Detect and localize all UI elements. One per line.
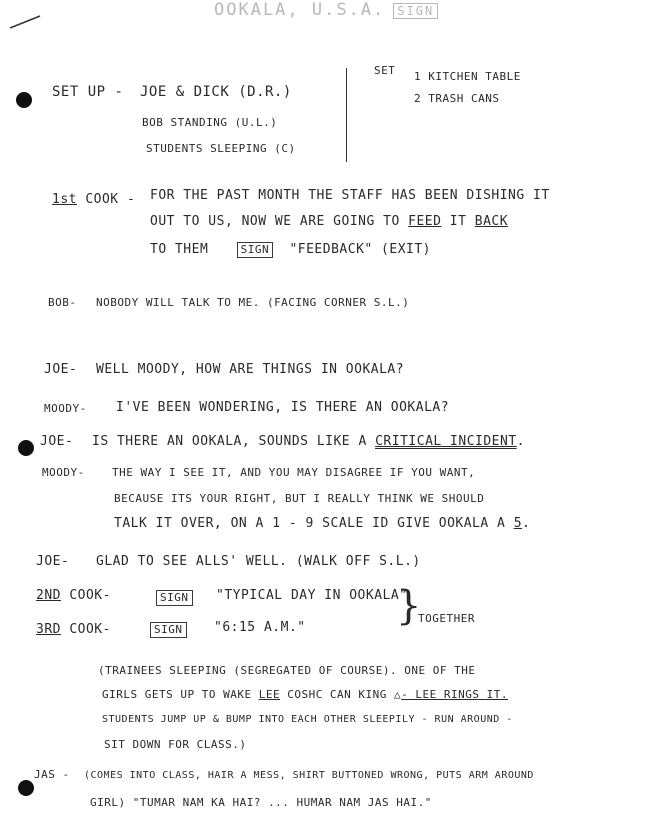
jas-line-1: (COMES INTO CLASS, HAIR A MESS, SHIRT BUTTONED WRONG, PUTS ARM AROUND	[84, 770, 534, 781]
setup-line-1: JOE & DICK (D.R.)	[140, 84, 292, 100]
trainees-line-3: STUDENTS JUMP UP & BUMP INTO EACH OTHER SLEEPILY - RUN AROUND -	[102, 714, 513, 725]
set-item-2: 2 TRASH CANS	[414, 92, 500, 105]
joe3-line: GLAD TO SEE ALLS' WELL. (WALK OFF S.L.)	[96, 554, 421, 569]
moody2-line-3	[114, 516, 530, 531]
cook1-line-3-a: TO THEM	[150, 242, 209, 257]
moody2-label: MOODY-	[42, 466, 85, 479]
set-label: SET	[374, 64, 396, 77]
setup-label: SET UP -	[52, 84, 124, 100]
trainees-line-2-a: GIRLS GETS UP TO WAKE	[102, 688, 259, 701]
trainees-line-2	[102, 688, 508, 701]
together-label: TOGETHER	[418, 612, 475, 625]
cook1-line-2-b: IT	[441, 214, 475, 229]
cook1-sign-box: SIGN	[237, 242, 274, 258]
jas-label: JAS -	[34, 768, 70, 781]
bullet-dot	[18, 780, 34, 796]
joe2-line	[92, 434, 525, 449]
moody2-line-2: BECAUSE ITS YOUR RIGHT, BUT I REALLY THINK WE SHOULD	[114, 492, 485, 505]
title-sign-box: SIGN	[393, 3, 438, 19]
trainees-lee: LEE	[258, 688, 281, 701]
setup-line-3: STUDENTS SLEEPING (C)	[146, 142, 296, 155]
cook1-line-1: FOR THE PAST MONTH THE STAFF HAS BEEN DISHING IT	[150, 188, 550, 203]
cook1-label	[52, 192, 135, 207]
trainees-line-4: SIT DOWN FOR CLASS.)	[104, 738, 247, 751]
joe1-line: WELL MOODY, HOW ARE THINGS IN OOKALA?	[96, 362, 405, 377]
bullet-dot	[18, 440, 34, 456]
joe2-critical-incident: CRITICAL INCIDENT	[375, 434, 517, 449]
joe3-label: JOE-	[36, 554, 70, 569]
cook2-label-num: 2ND	[36, 588, 61, 603]
set-item-1: 1 KITCHEN TABLE	[414, 70, 521, 83]
moody2-line-3-a: TALK IT OVER, ON A 1 - 9 SCALE ID GIVE OOKALA A	[114, 516, 514, 531]
cook1-line-2-a: OUT TO US, NOW WE ARE GOING TO	[150, 214, 409, 229]
joe2-line-a: IS THERE AN OOKALA, SOUNDS LIKE A	[92, 434, 376, 449]
cook1-feed: FEED	[408, 214, 442, 229]
cook2-sign-box: SIGN	[156, 590, 193, 606]
cook1-back: BACK	[474, 214, 509, 229]
cook3-sign-box: SIGN	[150, 622, 187, 638]
cook2-line: "TYPICAL DAY IN OOKALA"	[216, 588, 408, 603]
cook1-label-rest: COOK -	[85, 192, 136, 207]
cook2-label	[36, 588, 111, 603]
cook1-label-num: 1st	[52, 192, 77, 207]
page-title	[214, 0, 438, 20]
trainees-lee-rings: - LEE RINGS IT.	[401, 688, 509, 701]
joe1-label: JOE-	[44, 362, 78, 377]
cook3-line: "6:15 A.M."	[214, 620, 306, 635]
jas-line-2: GIRL) "TUMAR NAM KA HAI? ... HUMAR NAM JAS HAI."	[90, 796, 432, 809]
moody2-line-1: THE WAY I SEE IT, AND YOU MAY DISAGREE IF YOU WANT,	[112, 466, 476, 479]
triangle-icon: △	[394, 688, 402, 701]
joe2-line-b: .	[516, 434, 525, 449]
moody2-line-3-b: .	[522, 516, 531, 531]
cook3-label-num: 3RD	[36, 622, 61, 637]
brace-right: }	[396, 583, 422, 629]
title-text: OOKALA, U.S.A.	[214, 0, 386, 20]
bullet-dot	[16, 92, 32, 108]
joe2-label: JOE-	[40, 434, 74, 449]
cook3-label-rest: COOK-	[69, 622, 111, 637]
moody1-line: I'VE BEEN WONDERING, IS THERE AN OOKALA?	[116, 400, 450, 415]
cook1-line-3	[150, 242, 431, 258]
cook1-line-2	[150, 214, 508, 229]
bob-label: BOB-	[48, 296, 77, 309]
trainees-line-1: (TRAINEES SLEEPING (SEGREGATED OF COURSE). ONE OF THE	[98, 664, 476, 677]
pen-stroke-mark	[8, 12, 44, 32]
cook1-line-3-b: "FEEDBACK" (EXIT)	[289, 242, 432, 257]
setup-line-2: BOB STANDING (U.L.)	[142, 116, 278, 129]
trainees-line-2-b: COSHC CAN KING	[280, 688, 395, 701]
moody2-score: 5	[513, 516, 523, 531]
cook3-label	[36, 622, 111, 637]
bob-line: NOBODY WILL TALK TO ME. (FACING CORNER S.L.)	[96, 296, 410, 309]
moody1-label: MOODY-	[44, 402, 87, 415]
divider-line	[346, 68, 347, 162]
cook2-label-rest: COOK-	[69, 588, 111, 603]
